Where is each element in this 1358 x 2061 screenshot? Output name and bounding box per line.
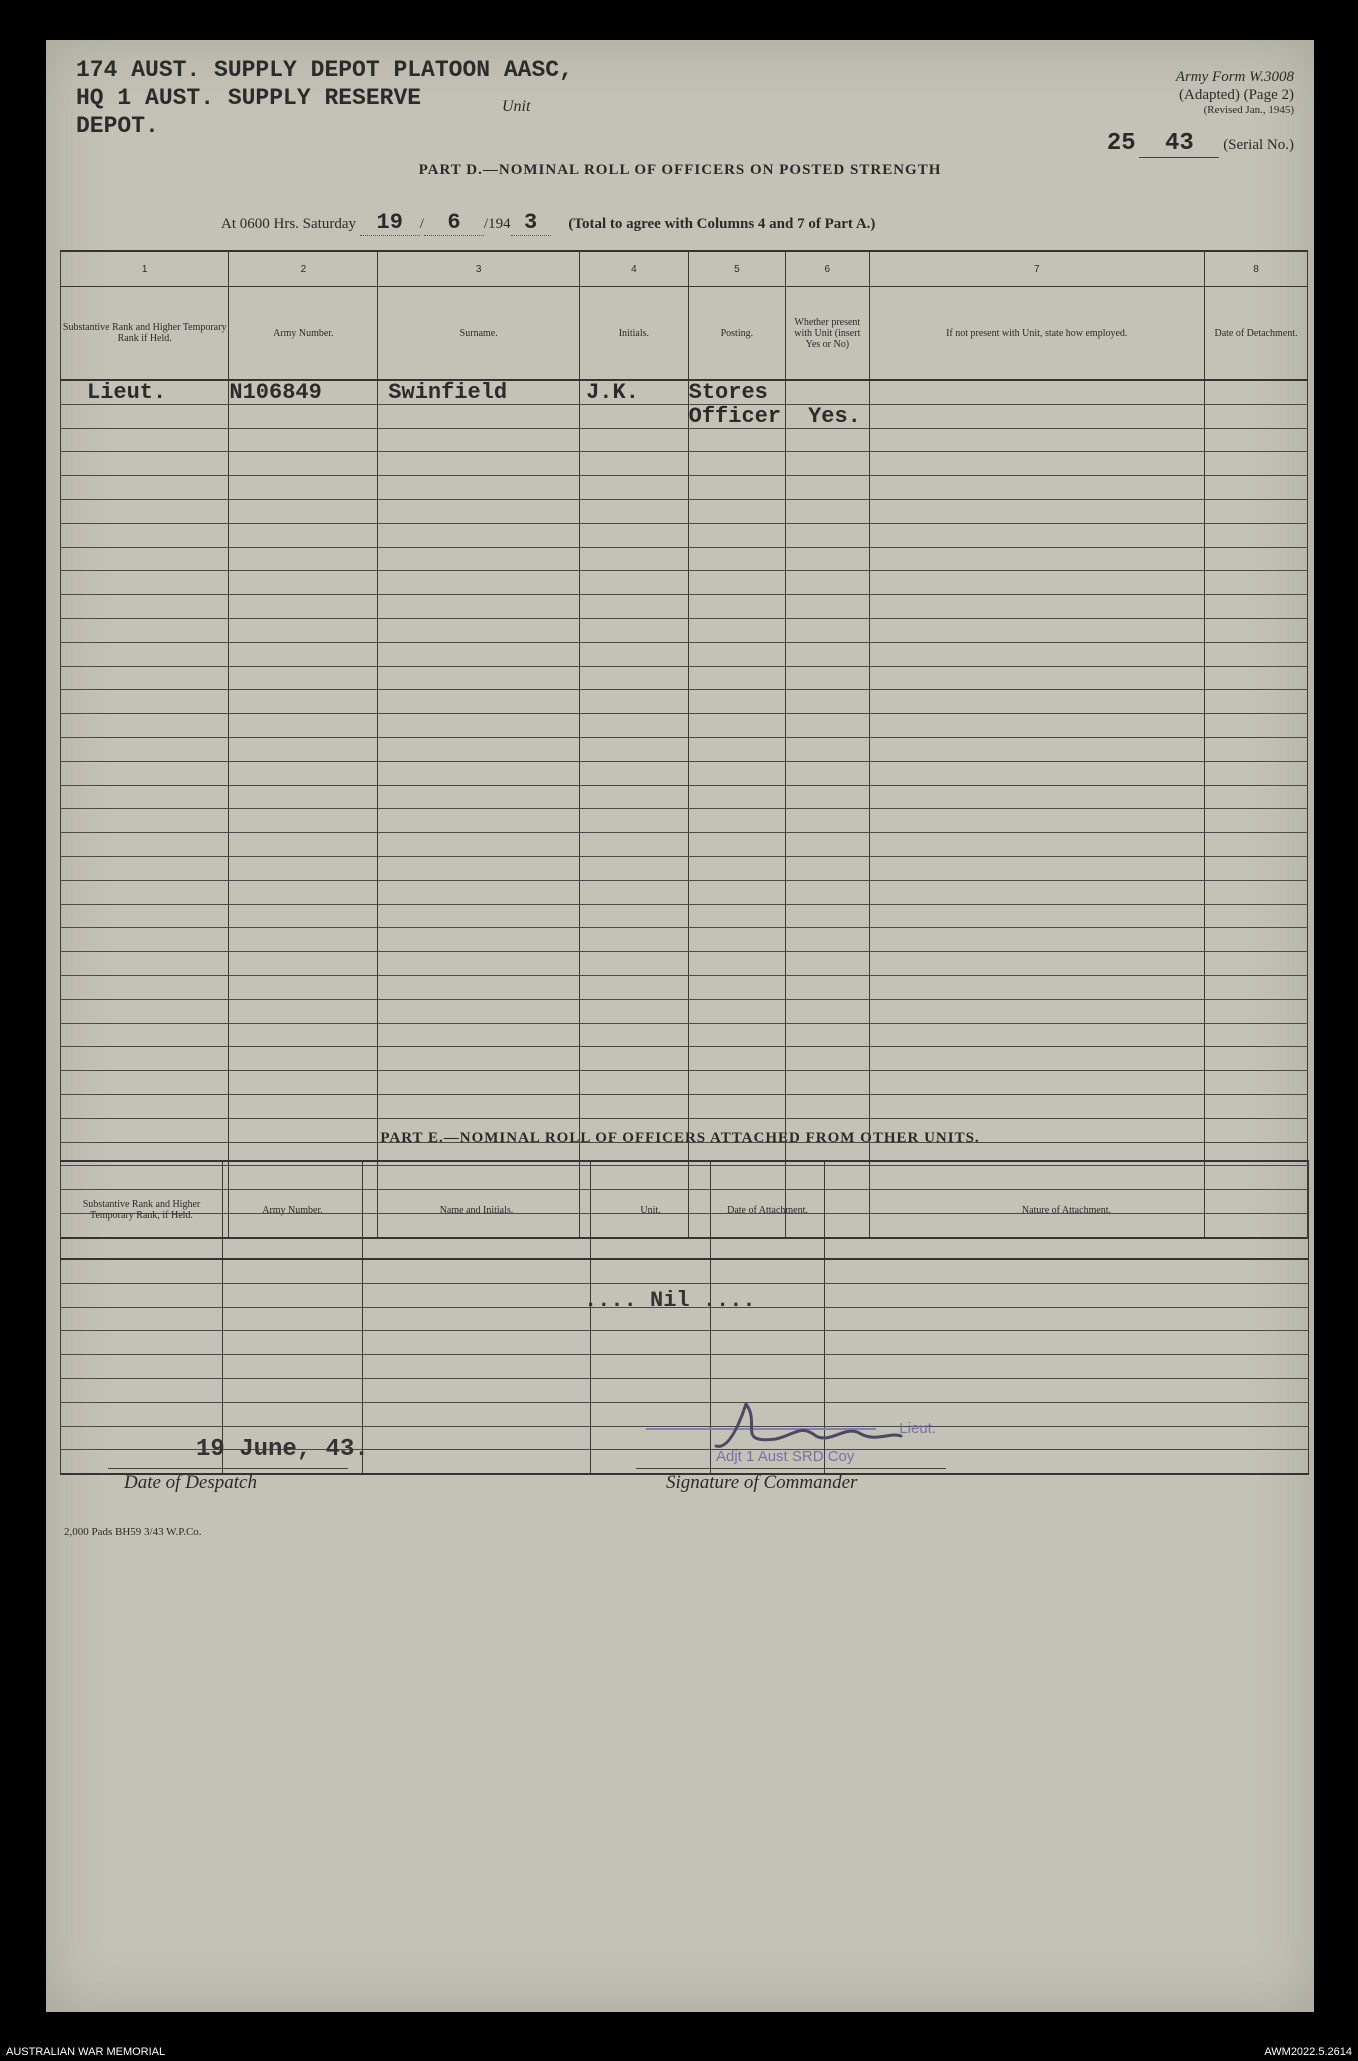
- col-heading-detachment-date: Date of Detachment.: [1204, 287, 1307, 381]
- despatch-date: 19 June, 43.: [196, 1436, 369, 1463]
- col-heading-present: Whether present with Unit (insert Yes or No): [786, 287, 870, 381]
- form-adapted: (Adapted) (Page 2): [1179, 87, 1294, 103]
- table-row: [61, 714, 1308, 738]
- commander-stamp: [646, 1412, 946, 1472]
- archive-accession: AWM2022.5.2614: [1264, 2046, 1352, 2058]
- col-heading-employment: If not present with Unit, state how employed.: [869, 287, 1204, 381]
- table-row: [61, 928, 1308, 952]
- signature-rule: [636, 1468, 946, 1469]
- commander-signature: [706, 1394, 906, 1464]
- table-row: [61, 999, 1308, 1023]
- table-row: [61, 761, 1308, 785]
- part-d-col-headings: [61, 287, 1308, 381]
- table-row: [61, 1023, 1308, 1047]
- table-row: [61, 1331, 1309, 1355]
- table-row: [61, 833, 1308, 857]
- date-note: (Total to agree with Columns 4 and 7 of Part A.): [568, 216, 876, 232]
- entry-present: Yes.: [786, 404, 870, 428]
- date-year-prefix: 194: [488, 216, 511, 232]
- table-row: [61, 642, 1308, 666]
- col-heading-posting: Posting.: [688, 287, 785, 381]
- table-row: [61, 476, 1308, 500]
- stamp-rank: Lieut.: [899, 1420, 936, 1437]
- form-revised: (Revised Jan., 1945): [1203, 104, 1294, 116]
- col-number: 8: [1204, 251, 1307, 287]
- despatch-rule: [108, 1468, 348, 1469]
- table-row: [61, 880, 1308, 904]
- table-row: [61, 809, 1308, 833]
- col-heading-attachment-nature: Nature of Attachment.: [825, 1161, 1309, 1259]
- table-row: [61, 1047, 1308, 1071]
- nil-entry: .... Nil ....: [584, 1288, 756, 1313]
- part-d-col-numbers: [61, 251, 1308, 287]
- table-row: [61, 975, 1308, 999]
- serial-label: (Serial No.): [1223, 137, 1294, 153]
- table-row: [61, 499, 1308, 523]
- table-row: [61, 452, 1308, 476]
- entry-initials: J.K.: [580, 380, 689, 404]
- table-row: [61, 380, 1308, 404]
- table-row: [61, 571, 1308, 595]
- table-row: [61, 595, 1308, 619]
- table-row: [61, 404, 1308, 428]
- col-heading-rank: Substantive Rank and Higher Temporary Rank, if Held.: [61, 1161, 223, 1259]
- entry-posting-line2: Officer: [688, 404, 785, 428]
- part-d-table: [60, 250, 1308, 1239]
- col-heading-initials: Initials.: [580, 287, 689, 381]
- serial-part-b: 43: [1165, 130, 1194, 157]
- printer-imprint: 2,000 Pads BH59 3/43 W.P.Co.: [64, 1526, 202, 1538]
- table-row: [61, 856, 1308, 880]
- col-heading-attachment-date: Date of Attachment.: [711, 1161, 825, 1259]
- col-number: 3: [378, 251, 580, 287]
- form-number: Army Form W.3008: [1175, 69, 1294, 85]
- col-heading-name: Name and Initials.: [363, 1161, 591, 1259]
- table-row: [61, 428, 1308, 452]
- serial-number: [1107, 130, 1294, 158]
- col-heading-surname: Surname.: [378, 287, 580, 381]
- table-row: [61, 1355, 1309, 1379]
- date-prefix: At 0600 Hrs. Saturday: [221, 216, 356, 232]
- archive-credit: AUSTRALIAN WAR MEMORIAL: [6, 2046, 166, 2058]
- col-heading-rank: Substantive Rank and Higher Temporary Rank if Held.: [61, 287, 229, 381]
- table-row: [61, 666, 1308, 690]
- col-number: 1: [61, 251, 229, 287]
- entry-surname: Swinfield: [378, 380, 580, 404]
- col-number: 4: [580, 251, 689, 287]
- col-number: 2: [229, 251, 378, 287]
- table-row: [61, 1071, 1308, 1095]
- form-sheet: [46, 40, 1314, 2012]
- table-row: [61, 523, 1308, 547]
- form-reference: [1176, 68, 1294, 117]
- table-row: [61, 1259, 1309, 1283]
- entry-posting-line1: Stores: [688, 380, 785, 404]
- stamp-unit: Adjt 1 Aust SRD Coy: [716, 1448, 855, 1465]
- entry-army-number: N106849: [229, 380, 378, 404]
- table-row: [61, 1094, 1308, 1118]
- part-d-title: PART D.—NOMINAL ROLL OF OFFICERS ON POSTED STRENGTH: [418, 162, 942, 178]
- serial-part-a: 25: [1106, 130, 1136, 157]
- col-heading-unit: Unit.: [591, 1161, 711, 1259]
- col-number: 7: [869, 251, 1204, 287]
- table-row: [61, 690, 1308, 714]
- part-e-title: PART E.—NOMINAL ROLL OF OFFICERS ATTACHED FROM OTHER UNITS.: [380, 1130, 980, 1146]
- table-row: [61, 737, 1308, 761]
- unit-label: Unit: [502, 98, 531, 115]
- table-row: [61, 904, 1308, 928]
- part-e-col-headings: [61, 1161, 1309, 1259]
- col-heading-army-number: Army Number.: [223, 1161, 363, 1259]
- col-heading-army-number: Army Number.: [229, 287, 378, 381]
- date-day: 19: [360, 210, 420, 236]
- entry-rank: Lieut.: [61, 380, 229, 404]
- signature-label: Signature of Commander: [666, 1472, 858, 1493]
- col-number: 6: [786, 251, 870, 287]
- table-row: [61, 1378, 1309, 1402]
- table-row: [61, 547, 1308, 571]
- despatch-label: Date of Despatch: [124, 1472, 257, 1493]
- table-row: [61, 618, 1308, 642]
- roll-date-line: At 0600 Hrs. Saturday 19 / 6 /194 3 (Total to agree with Columns 4 and 7 of Part A.): [221, 210, 876, 235]
- table-row: [61, 952, 1308, 976]
- date-month: 6: [424, 210, 484, 236]
- table-row: [61, 785, 1308, 809]
- col-number: 5: [688, 251, 785, 287]
- unit-name: 174 AUST. SUPPLY DEPOT PLATOON AASC, HQ 1 AUST. SUPPLY RESERVE DEPOT.: [76, 57, 573, 139]
- date-year-digit: 3: [511, 210, 551, 236]
